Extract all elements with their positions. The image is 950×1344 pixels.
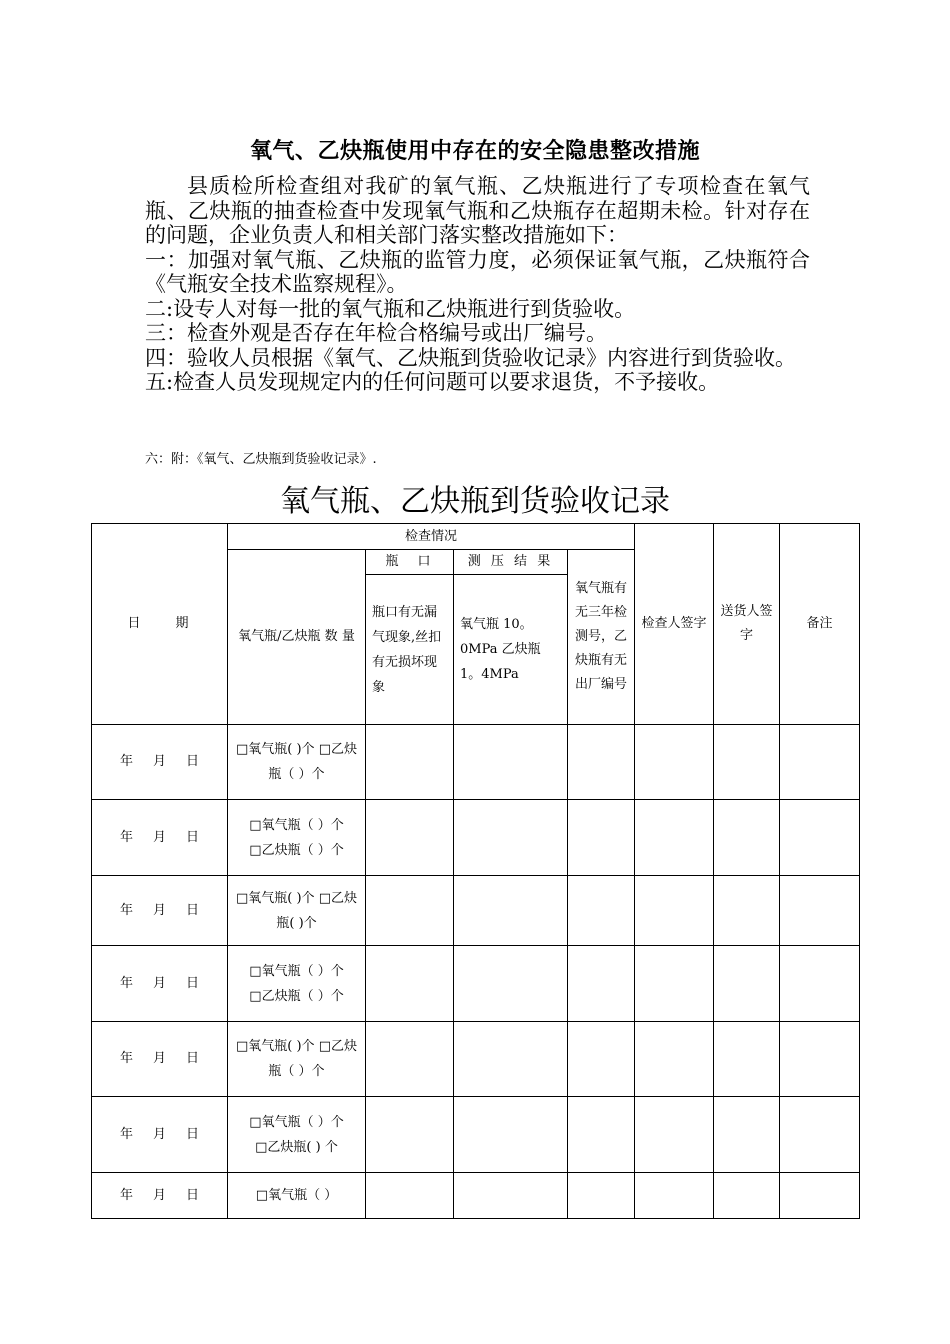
- pressure-cell[interactable]: [454, 1173, 568, 1219]
- remarks-cell[interactable]: [780, 1173, 860, 1219]
- measure-item-5: 五:检查人员发现规定内的任何问题可以要求退货，不予接收。: [145, 370, 720, 394]
- table-row: [92, 1097, 860, 1173]
- date-cell: 年 月 日: [92, 725, 228, 800]
- table-row: [92, 1022, 860, 1097]
- measure-item-4: 四：验收人员根据《氧气、乙炔瓶到货验收记录》内容进行到货验收。: [145, 345, 796, 370]
- certificate-cell[interactable]: [568, 800, 635, 876]
- quantity-cell[interactable]: □氧气瓶( )个 □乙炔瓶（ ）个: [228, 1022, 366, 1097]
- mouth-cell[interactable]: [366, 1097, 454, 1173]
- quantity-cell[interactable]: □氧气瓶（ ）: [228, 1173, 366, 1219]
- mouth-cell[interactable]: [366, 946, 454, 1022]
- deliverer-cell[interactable]: [714, 725, 780, 800]
- pressure-cell[interactable]: [454, 876, 568, 946]
- document-title: 氧气、乙炔瓶使用中存在的安全隐患整改措施: [249, 138, 700, 164]
- deliverer-cell[interactable]: [714, 876, 780, 946]
- inspector-cell[interactable]: [635, 876, 714, 946]
- remarks-cell[interactable]: [780, 800, 860, 876]
- certificate-cell[interactable]: [568, 1173, 635, 1219]
- header-pressure: 测 压 结 果: [454, 550, 568, 575]
- table-row: [92, 725, 860, 800]
- quantity-cell[interactable]: □氧气瓶( )个 □乙炔瓶（ ）个: [228, 725, 366, 800]
- pressure-cell[interactable]: [454, 1097, 568, 1173]
- certificate-cell[interactable]: [568, 946, 635, 1022]
- date-cell: 年 月 日: [92, 800, 228, 876]
- header-date: 日 期: [92, 524, 228, 725]
- acceptance-record-table: [91, 523, 860, 1219]
- remarks-cell[interactable]: [780, 876, 860, 946]
- header-pressure-desc: 氧气瓶 10。0MPa 乙炔瓶 1。4MPa: [454, 575, 568, 725]
- deliverer-cell[interactable]: [714, 1022, 780, 1097]
- certificate-cell[interactable]: [568, 1097, 635, 1173]
- header-quantity: 氧气瓶/乙炔瓶 数 量: [228, 550, 366, 725]
- deliverer-cell[interactable]: [714, 1173, 780, 1219]
- remarks-cell[interactable]: [780, 1022, 860, 1097]
- inspector-cell[interactable]: [635, 800, 714, 876]
- header-remarks: 备注: [780, 524, 860, 725]
- table-row: [92, 876, 860, 946]
- mouth-cell[interactable]: [366, 800, 454, 876]
- date-cell: 年 月 日: [92, 946, 228, 1022]
- mouth-cell[interactable]: [366, 876, 454, 946]
- date-cell: 年 月 日: [92, 1022, 228, 1097]
- header-certificate: 氧气瓶有无三年检测号，乙炔瓶有无出厂编号: [568, 550, 635, 725]
- inspector-cell[interactable]: [635, 946, 714, 1022]
- table-row: [92, 800, 860, 876]
- certificate-cell[interactable]: [568, 1022, 635, 1097]
- quantity-cell[interactable]: □氧气瓶( )个 □乙炔瓶( )个: [228, 876, 366, 946]
- inspector-cell[interactable]: [635, 1173, 714, 1219]
- pressure-cell[interactable]: [454, 946, 568, 1022]
- table-row: [92, 1173, 860, 1219]
- deliverer-cell[interactable]: [714, 1097, 780, 1173]
- mouth-cell[interactable]: [366, 725, 454, 800]
- deliverer-cell[interactable]: [714, 800, 780, 876]
- attachment-note: 六：附：《氧气、乙炔瓶到货验收记录》.: [145, 452, 377, 467]
- intro-paragraph: 县质检所检查组对我矿的氧气瓶、乙炔瓶进行了专项检查在氧气瓶、乙炔瓶的抽查检查中发现氧气瓶和乙炔瓶存在超期未检。针对存在的问题，企业负责人和相关部门落实整改措施如下：: [145, 174, 810, 247]
- header-inspector: 检查人签字: [635, 524, 714, 725]
- document-body: [145, 174, 810, 395]
- header-deliverer: 送货人签字: [714, 524, 780, 725]
- certificate-cell[interactable]: [568, 725, 635, 800]
- quantity-cell[interactable]: □氧气瓶（ ）个 □乙炔瓶( ) 个: [228, 1097, 366, 1173]
- remarks-cell[interactable]: [780, 946, 860, 1022]
- measure-item-1: 一：加强对氧气瓶、乙炔瓶的监管力度，必须保证氧气瓶，乙炔瓶符合《气瓶安全技术监察规程》。: [145, 247, 810, 296]
- form-title: 氧气瓶、乙炔瓶到货验收记录: [280, 484, 670, 519]
- inspector-cell[interactable]: [635, 725, 714, 800]
- header-inspection: 检查情况: [228, 524, 635, 550]
- certificate-cell[interactable]: [568, 876, 635, 946]
- quantity-cell[interactable]: □氧气瓶（ ）个 □乙炔瓶（ ）个: [228, 800, 366, 876]
- mouth-cell[interactable]: [366, 1022, 454, 1097]
- header-mouth: 瓶 口: [366, 550, 454, 575]
- deliverer-cell[interactable]: [714, 946, 780, 1022]
- table-row: [92, 946, 860, 1022]
- measure-item-3: 三：检查外观是否存在年检合格编号或出厂编号。: [145, 321, 607, 345]
- date-cell: 年 月 日: [92, 1097, 228, 1173]
- date-cell: 年 月 日: [92, 1173, 228, 1219]
- inspector-cell[interactable]: [635, 1097, 714, 1173]
- pressure-cell[interactable]: [454, 1022, 568, 1097]
- measure-item-2: 二:设专人对每一批的氧气瓶和乙炔瓶进行到货验收。: [145, 296, 636, 321]
- remarks-cell[interactable]: [780, 725, 860, 800]
- quantity-cell[interactable]: □氧气瓶（ ）个 □乙炔瓶（ ）个: [228, 946, 366, 1022]
- header-mouth-desc: 瓶口有无漏气现象,丝扣有无损坏现象: [366, 575, 454, 725]
- remarks-cell[interactable]: [780, 1097, 860, 1173]
- pressure-cell[interactable]: [454, 725, 568, 800]
- inspector-cell[interactable]: [635, 1022, 714, 1097]
- date-cell: 年 月 日: [92, 876, 228, 946]
- mouth-cell[interactable]: [366, 1173, 454, 1219]
- pressure-cell[interactable]: [454, 800, 568, 876]
